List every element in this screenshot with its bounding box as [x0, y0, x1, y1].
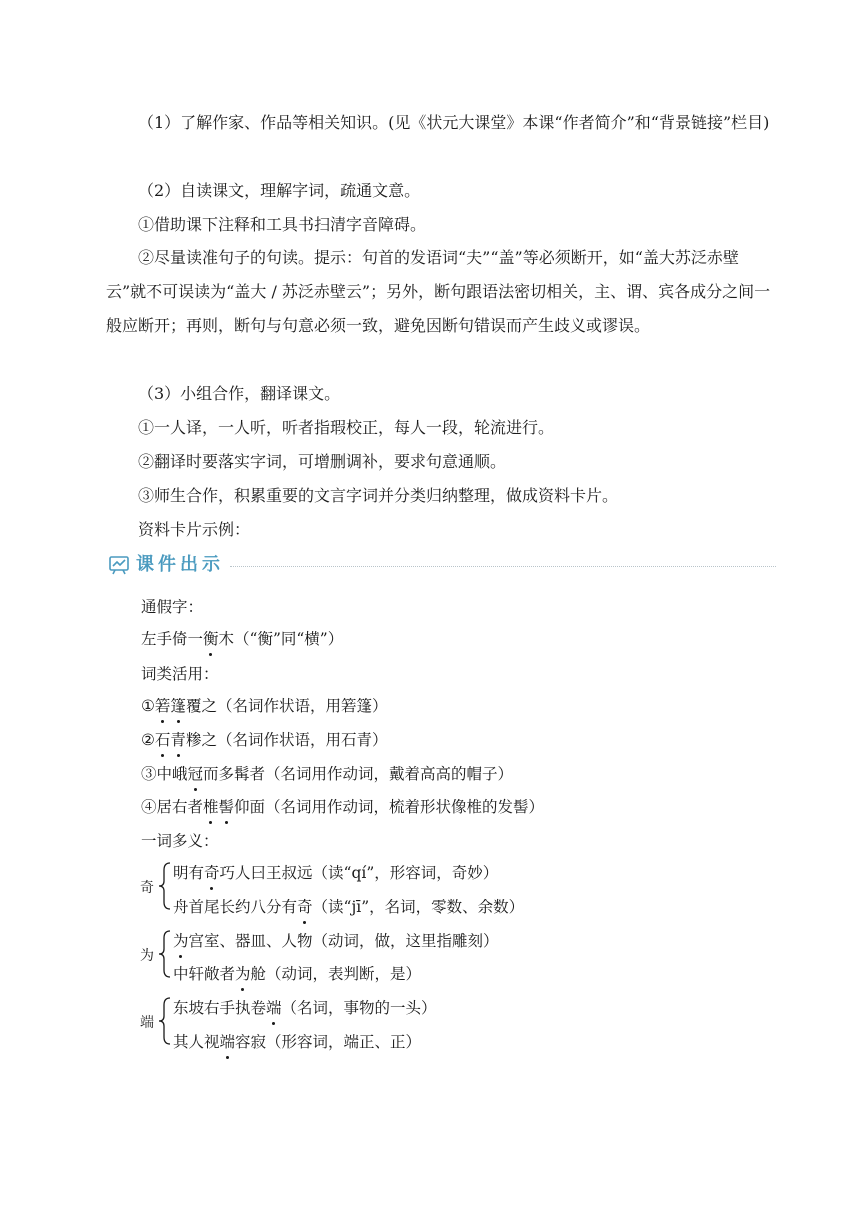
text-segment: 东坡右手执卷: [173, 999, 267, 1017]
text-segment: 巧人曰王叔远（读“qí”，形容词，奇妙）: [219, 864, 499, 882]
text-segment: 中轩敞者: [173, 965, 236, 983]
emphasis-char: 端: [266, 999, 282, 1017]
card-duoyi-wei-2: [173, 964, 421, 984]
card-tongjia-item-1: [141, 629, 343, 649]
chart-board-icon: [108, 554, 130, 576]
emphasis-char: 石: [154, 731, 171, 749]
card-duoyi-qi-2: [173, 897, 524, 917]
text-segment: 其人视: [173, 1033, 220, 1051]
paragraph-step-2: （2）自读课文，理解字词，疏通文意。: [138, 181, 421, 200]
emphasis-char: 衡: [203, 630, 219, 648]
text-segment: 左手倚一: [141, 630, 204, 648]
text-segment: 而多髯者（名词用作动词，戴着高高的帽子）: [203, 765, 514, 783]
text-segment: ①: [141, 697, 155, 715]
text-segment: 容寂（形容词，端正、正）: [235, 1033, 422, 1051]
card-cilei-item-1: [141, 696, 387, 716]
emphasis-char: 冠: [187, 765, 204, 783]
text-segment: ④居右者: [141, 798, 204, 816]
card-duoyi-qi-1: [173, 863, 498, 883]
card-cilei-item-4: [141, 797, 544, 817]
emphasis-char: 奇: [297, 898, 313, 916]
section-header: [108, 552, 776, 578]
emphasis-char: 奇: [204, 864, 220, 882]
card-cilei-title: 词类活用：: [141, 665, 219, 683]
card-duoyi-duan-1: [173, 998, 437, 1018]
text-segment: 舟首尾长约八分有: [173, 898, 298, 916]
card-duoyi-wei-1: [173, 931, 499, 951]
card-cilei-item-3: [141, 764, 513, 784]
emphasis-char: 髻: [218, 798, 235, 816]
paragraph-step-2-2: ②尽量读准句子的句读。提示：句首的发语词“夫”“盖”等必须断开，如“盖大苏泛赤壁云”就不可误读为“盖大 / 苏泛赤壁云”；另外，断句跟语法密切相关，主、谓、宾各成分之间一般应断开；再则，断句与句意必须一致，避免因断句错误而产生歧义或谬误。: [106, 248, 771, 335]
text-segment: 明有: [173, 864, 205, 882]
emphasis-char: 端: [219, 1033, 236, 1051]
card-cilei-item-2: [141, 730, 387, 750]
section-divider: [230, 566, 776, 567]
text-segment: 木（“衡”同“横”）: [218, 630, 344, 648]
paragraph-step-1: （1）了解作家、作品等相关知识。(见《状元大课堂》本课“作者简介”和“背景链接”栏目): [138, 113, 770, 132]
brace-icon: [156, 928, 172, 980]
text-segment: 仰面（名词用作动词，梳着形状像椎的发髻）: [234, 798, 545, 816]
card-duoyi-duan-2: [173, 1032, 421, 1052]
text-segment: （读“jī”，名词，零数、余数）: [312, 898, 525, 916]
text-segment: 舱（动词，表判断，是）: [250, 965, 422, 983]
group-label-wei: 为: [140, 948, 154, 964]
brace-icon: [156, 995, 172, 1047]
text-segment: （名词，事物的一头）: [281, 999, 437, 1017]
emphasis-char: 椎: [203, 798, 219, 816]
card-tongjia-title: 通假字：: [141, 598, 204, 616]
paragraph-step-3: （3）小组合作，翻译课文。: [138, 384, 341, 403]
brace-icon: [156, 860, 172, 912]
section-title: 课件出示: [136, 554, 224, 575]
emphasis-char: 篷: [170, 697, 186, 715]
emphasis-char: 为: [173, 932, 189, 950]
text-segment: 宫室、器皿、人物（动词，做，这里指雕刻）: [188, 932, 499, 950]
paragraph-step-3-3: ③师生合作，积累重要的文言字词并分类归纳整理，做成资料卡片。: [138, 486, 619, 505]
text-segment: 覆之（名词作状语，用箬篷）: [185, 697, 388, 715]
text-segment: ③中峨: [141, 765, 188, 783]
text-segment: ②: [141, 731, 155, 749]
emphasis-char: 为: [235, 965, 251, 983]
paragraph-step-3-1: ①一人译，一人听，听者指瑕校正，每人一段，轮流进行。: [138, 418, 555, 437]
card-duoyi-title: 一词多义：: [141, 832, 219, 850]
paragraph-step-2-1: ①借助课下注释和工具书扫清字音障碍。: [138, 215, 427, 234]
group-label-duan: 端: [140, 1015, 154, 1031]
paragraph-card-example: 资料卡片示例：: [138, 520, 251, 539]
text-segment: 糁之（名词作状语，用石青）: [185, 731, 388, 749]
paragraph-step-3-2: ②翻译时要落实字词，可增删调补，要求句意通顺。: [138, 452, 507, 471]
emphasis-char: 箬: [154, 697, 171, 715]
group-label-qi: 奇: [140, 880, 154, 896]
emphasis-char: 青: [170, 731, 186, 749]
